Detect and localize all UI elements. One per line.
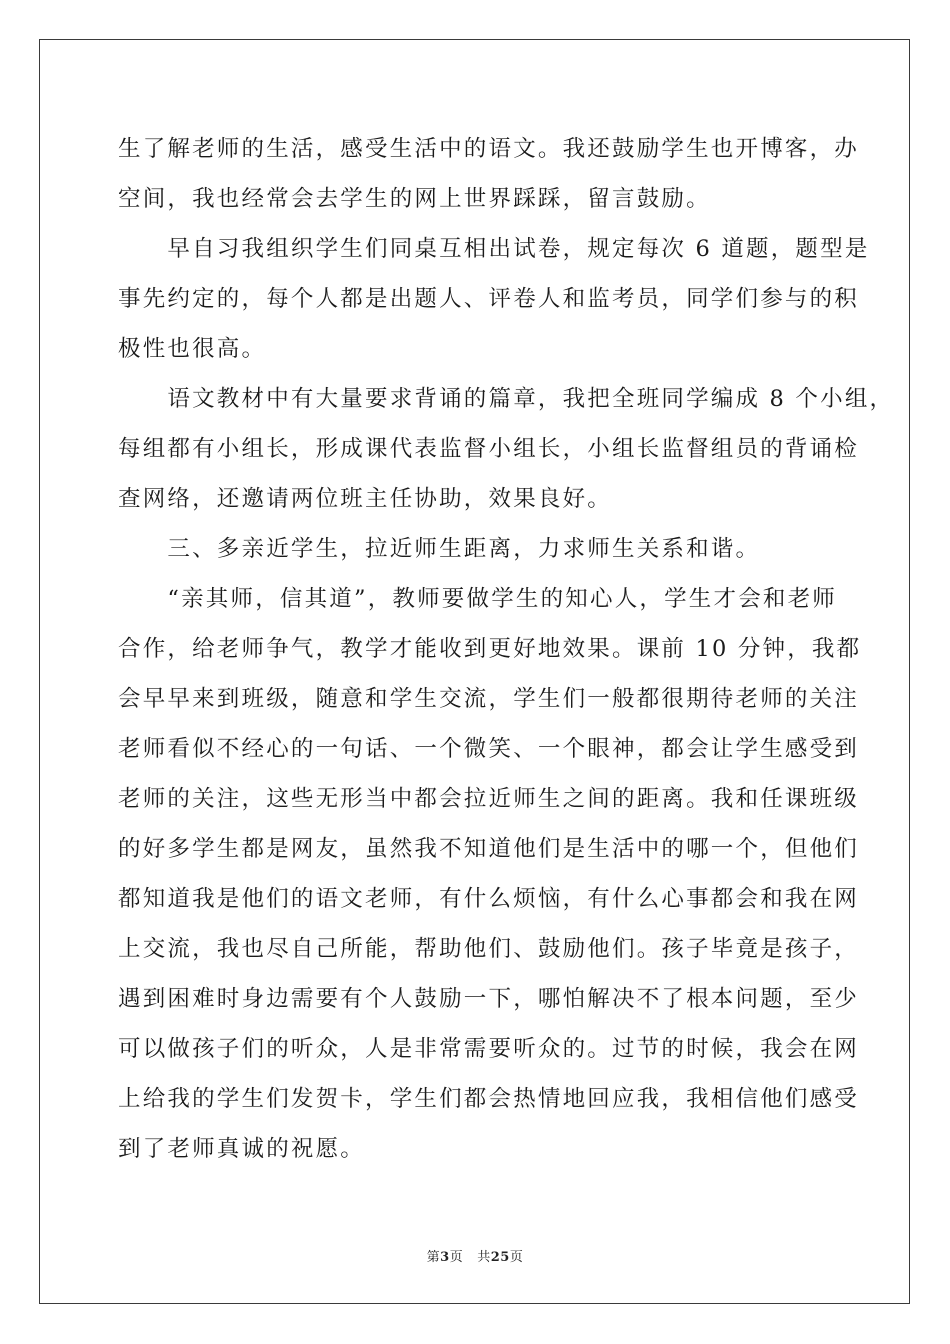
total-prefix: 共 xyxy=(477,1250,491,1265)
text-line: 早自习我组织学生们同桌互相出试卷，规定每次 6 道题，题型是 xyxy=(118,236,870,262)
text-line: 老师的关注，这些无形当中都会拉近师生之间的距离。我和任课班级 xyxy=(118,786,860,812)
text-line: “亲其师，信其道”，教师要做学生的知心人，学生才会和老师 xyxy=(118,586,838,612)
text-line: 合作，给老师争气，教学才能收到更好地效果。课前 10 分钟，我都 xyxy=(118,636,862,662)
section-heading: 三、多亲近学生，拉近师生距离，力求师生关系和谐。 xyxy=(118,536,761,562)
text-line: 到了老师真诚的祝愿。 xyxy=(118,1136,366,1162)
text-line: 极性也很高。 xyxy=(118,336,267,362)
text-line: 会早早来到班级，随意和学生交流，学生们一般都很期待老师的关注 xyxy=(118,686,860,712)
current-page-number: 3 xyxy=(440,1250,450,1265)
text-line: 每组都有小组长，形成课代表监督小组长，小组长监督组员的背诵检 xyxy=(118,436,860,462)
total-page-count: 25 xyxy=(490,1250,510,1265)
text-line: 上交流，我也尽自己所能，帮助他们、鼓励他们。孩子毕竟是孩子， xyxy=(118,936,860,962)
page-unit: 页 xyxy=(449,1250,464,1265)
text-line: 空间，我也经常会去学生的网上世界踩踩，留言鼓励。 xyxy=(118,186,711,212)
total-unit: 页 xyxy=(509,1250,524,1265)
text-line: 语文教材中有大量要求背诵的篇章，我把全班同学编成 8 个小组， xyxy=(118,386,895,412)
text-line: 的好多学生都是网友，虽然我不知道他们是生活中的哪一个，但他们 xyxy=(118,836,860,862)
text-line: 都知道我是他们的语文老师，有什么烦恼，有什么心事都会和我在网 xyxy=(118,886,860,912)
text-line: 上给我的学生们发贺卡，学生们都会热情地回应我，我相信他们感受 xyxy=(118,1086,860,1112)
text-line: 生了解老师的生活，感受生活中的语文。我还鼓励学生也开博客，办 xyxy=(118,136,860,162)
text-line: 遇到困难时身边需要有个人鼓励一下，哪怕解决不了根本问题，至少 xyxy=(118,986,860,1012)
document-body xyxy=(118,124,895,1174)
page-number-footer xyxy=(0,1246,950,1265)
text-line: 老师看似不经心的一句话、一个微笑、一个眼神，都会让学生感受到 xyxy=(118,736,860,762)
page-prefix: 第 xyxy=(426,1250,441,1265)
text-line: 事先约定的，每个人都是出题人、评卷人和监考员，同学们参与的积 xyxy=(118,286,860,312)
text-line: 可以做孩子们的听众，人是非常需要听众的。过节的时候，我会在网 xyxy=(118,1036,860,1062)
text-line: 查网络，还邀请两位班主任协助，效果良好。 xyxy=(118,486,613,512)
